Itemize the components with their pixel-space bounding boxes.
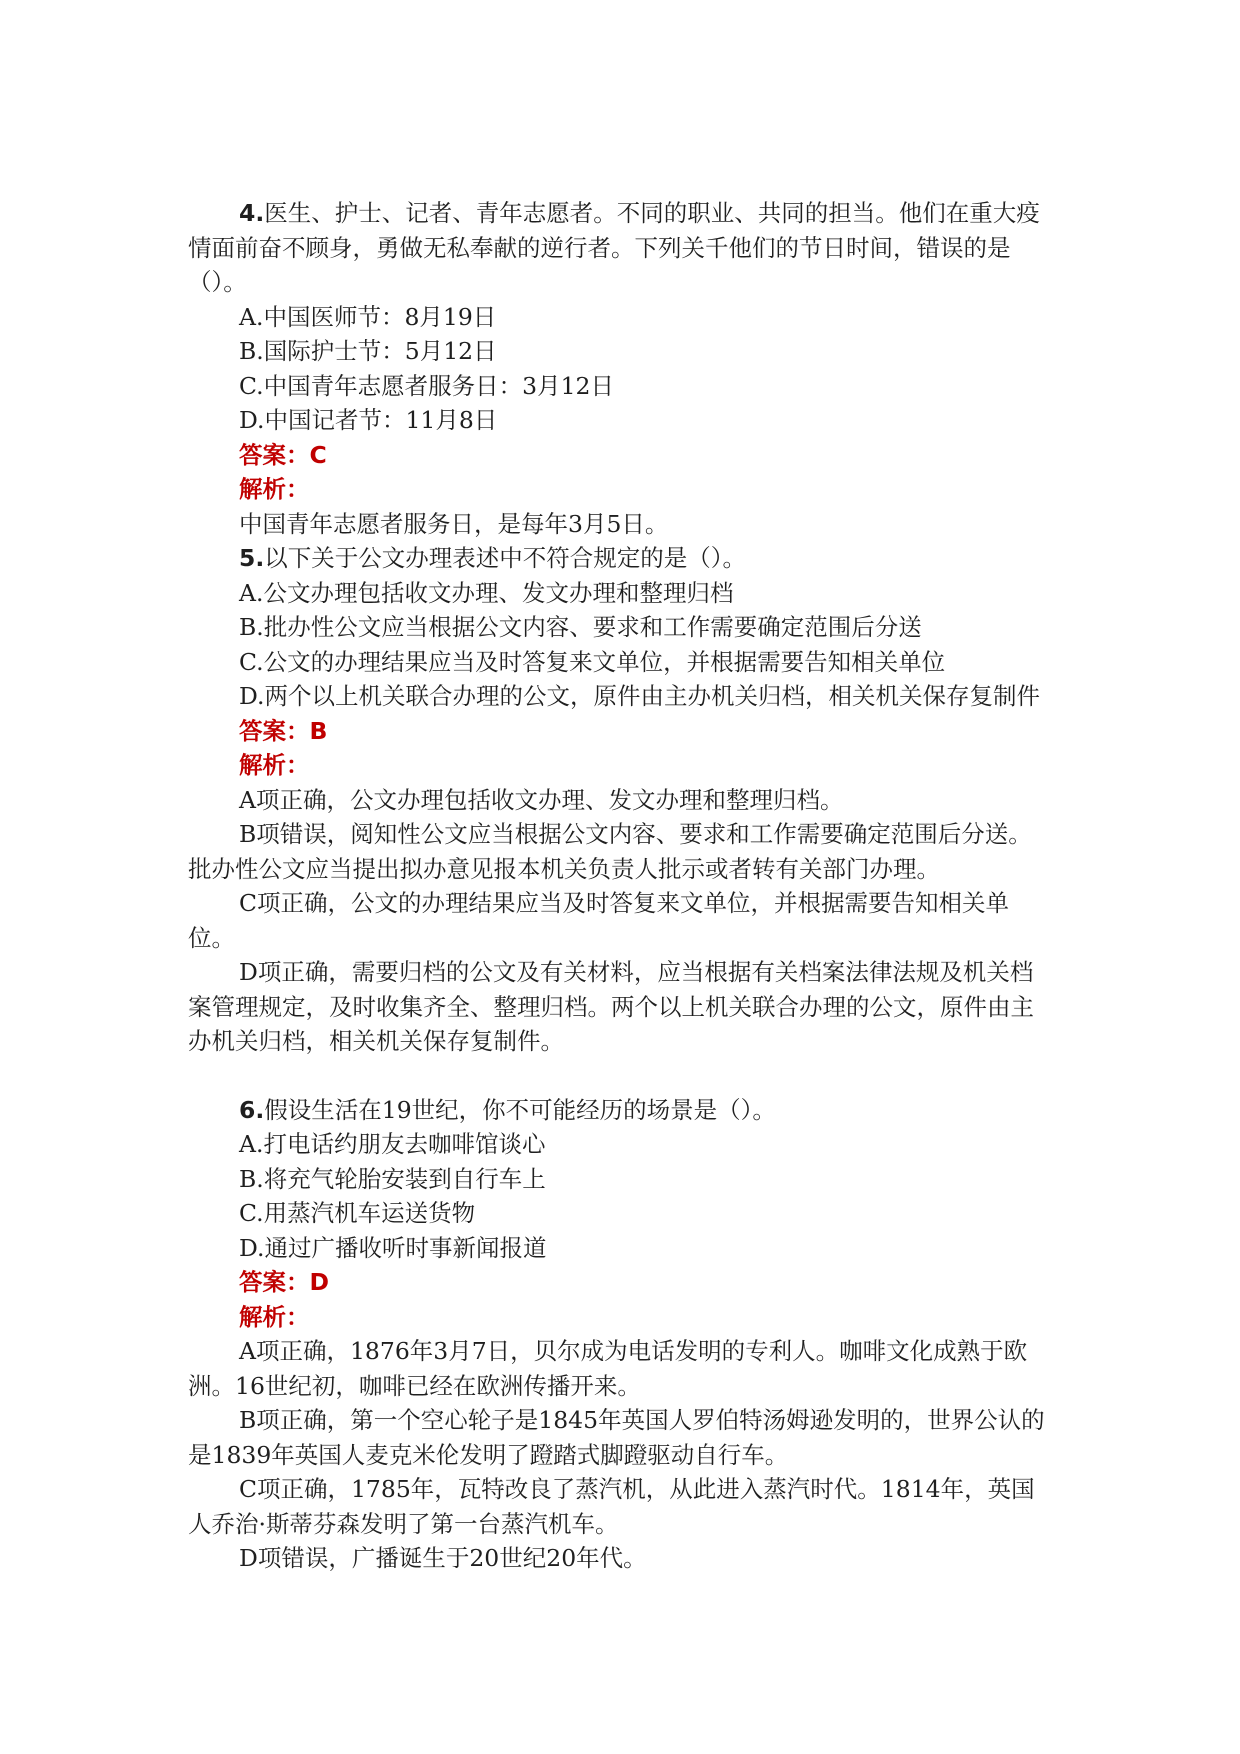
question-text: 医生、护士、记者、青年志愿者。不同的职业、共同的担当。他们在重大疫情面前奋不顾身，勇做无私奉献的逆行者。下列关千他们的节日时间，错误的是（）。 (188, 199, 1040, 296)
analysis-paragraph: B项错误，阅知性公文应当根据公文内容、要求和工作需要确定范围后分送。批办性公文应当提出拟办意见报本机关负责人批示或者转有关部门办理。 (188, 820, 1032, 883)
option-b: B.将充气轮胎安装到自行车上 (239, 1164, 546, 1193)
paragraph-spacer (188, 1059, 1053, 1093)
question-number: 5. (239, 544, 265, 572)
analysis-label: 解析： (239, 751, 310, 779)
answer-label: 答案：B (239, 716, 328, 745)
option-a: A.中国医师节：8月19日 (239, 302, 497, 331)
analysis-paragraph: D项正确，需要归档的公文及有关材料，应当根据有关档案法律法规及机关档案管理规定，及时收集齐全、整理归档。两个以上机关联合办理的公文，原件由主办机关归档，相关机关保存复制件。 (188, 958, 1034, 1055)
analysis-paragraph: C项正确，公文的办理结果应当及时答复来文单位，并根据需要告知相关单位。 (188, 889, 1009, 952)
option-b: B.批办性公文应当根据公文内容、要求和工作需要确定范围后分送 (239, 613, 922, 641)
document-content (188, 196, 1053, 1576)
analysis-paragraph: A项正确，公文办理包括收文办理、发文办理和整理归档。 (239, 785, 844, 814)
question-number: 4. (239, 199, 265, 227)
question-4-stem (188, 196, 1053, 300)
option-b: B.国际护士节：5月12日 (239, 337, 497, 365)
analysis-label: 解析： (239, 475, 310, 503)
question-5-stem (188, 541, 1053, 576)
question-6-stem (188, 1093, 1053, 1128)
question-text: 以下关于公文办理表述中不符合规定的是（）。 (264, 544, 747, 572)
analysis-paragraph: A项正确，1876年3月7日，贝尔成为电话发明的专利人。咖啡文化成熟于欧洲。16世纪初，咖啡已经在欧洲传播开来。 (188, 1337, 1028, 1400)
option-a: A.公文办理包括收文办理、发文办理和整理归档 (239, 578, 734, 607)
analysis-paragraph: 中国青年志愿者服务日，是每年3月5日。 (239, 509, 669, 538)
option-c: C.中国青年志愿者服务日：3月12日 (239, 371, 614, 400)
question-number: 6. (239, 1095, 265, 1124)
answer-label: 答案：D (239, 1268, 330, 1296)
option-d: D.中国记者节：11月8日 (239, 406, 498, 434)
option-d: D.两个以上机关联合办理的公文，原件由主办机关归档，相关机关保存复制件 (239, 682, 1040, 710)
option-c: C.公文的办理结果应当及时答复来文单位，并根据需要告知相关单位 (239, 647, 946, 676)
analysis-paragraph: C项正确，1785年，瓦特改良了蒸汽机，从此进入蒸汽时代。1814年，英国人乔治·斯蒂芬森发明了第一台蒸汽机车。 (188, 1475, 1035, 1538)
analysis-paragraph: D项错误，广播诞生于20世纪20年代。 (239, 1544, 647, 1572)
answer-label: 答案：C (239, 440, 327, 469)
option-c: C.用蒸汽机车运送货物 (239, 1199, 476, 1227)
analysis-label: 解析： (239, 1302, 310, 1331)
question-text: 假设生活在19世纪，你不可能经历的场景是（）。 (264, 1095, 776, 1124)
analysis-paragraph: B项正确，第一个空心轮子是1845年英国人罗伯特汤姆逊发明的，世界公认的是1839年英国人麦克米伦发明了蹬踏式脚蹬驱动自行车。 (188, 1406, 1045, 1469)
option-d: D.通过广播收听时事新闻报道 (239, 1233, 547, 1262)
option-a: A.打电话约朋友去咖啡馆谈心 (239, 1130, 546, 1158)
